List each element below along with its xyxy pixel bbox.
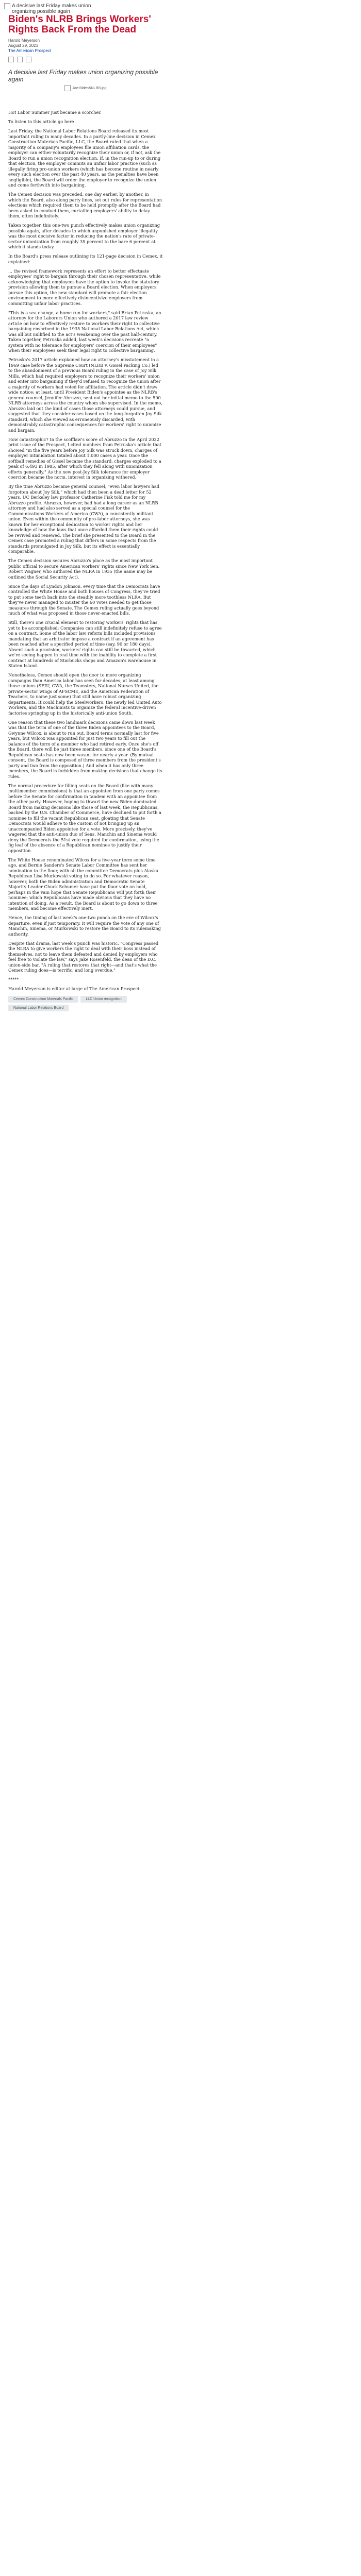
paragraph: Since the days of Lyndon Johnson, every time that the Democrats have controlled the White House and both houses of Congress, they've tried to put some teeth back into the steadily more toothless NLRA. But they've never managed to muster the 60 votes needed to get those measures through the Senate. The Cemex ruling actually goes beyond much of what was proposed in those never-enacted bills. xyxy=(8,583,160,616)
share-icon-3[interactable] xyxy=(26,57,31,62)
tag-chip[interactable]: National Labor Relations Board xyxy=(8,1005,69,1011)
paragraph: One reason that these two landmark decisions came down last week was that the term of one of the three Biden appointees to the Board, Gwynne Wilcox, is about to run out. Board terms normally last for five years, but Wilcox was appointed for just two years to fill out the balance of the term of a member who had retired early. Once she's off the Board, there will be just three members, since one of the Board's Republican seats has now been vacant for nearly a year. (By mutual consent, the Board is composed of three members from the president's party and two from the opposition.) And when it has only three members, the Board is forbidden from making decisions that change its rules. xyxy=(8,719,162,779)
byline xyxy=(8,38,163,54)
paragraph: Petruska's 2017 article explained how an attorney's misstatement in a 1969 case before the Supreme Court (NLRB v. Gissel Packing Co.) led to the abandonment of a previous Board ruling in the case of Joy Silk Mills, which had required employers to recognize their workers' union and enter into bargaining if they'd refused to recognize the union after a majority of workers had voted for affiliation. The article didn't draw wide notice; at least, until President Biden's appointee as the NLRB's general counsel, Jennifer Abruzzo, sent out her initial memo to the 500 NLRB attorneys across the country whom she supervised. In the memo, Abruzzo laid out the kind of cases those attorneys could pursue, and suggested that they consider cases based on the long-forgotten Joy Silk standard, which she viewed as erroneously discarded, with demonstrably catastrophic consequences for workers' right to unionize and bargain. xyxy=(8,357,162,433)
tag-chip[interactable]: Cemex Construction Materials Pacific xyxy=(8,996,78,1003)
share-icon-2[interactable] xyxy=(17,57,23,62)
paragraph: The Cemex decision was preceded, one day earlier, by another, in which the Board, also along party lines, set out rules for representation elections which required them to be held promptly after the Board had been asked to conduct them, curtailing employers' ability to delay them, often indefinitely. xyxy=(8,192,162,218)
paragraph: By the time Abruzzo became general counsel, "even labor lawyers had forgotten about Joy Silk," which had then been a dead letter for 52 years, UC Berkeley law professor Catherine Fisk told me for my Abruzzo profile. Abruzzo, however, had had a long career as an NLRB attorney and had also served as a special counsel for the Communications Workers of America (CWA), a consistently militant union. Even within the community of pro-labor attorneys, she was known for her exceptional dedication to worker rights and her knowledge of how the laws that once afforded them their rights could be revived and renewed. The brief she presented to the Board in the Cemex case promoted a ruling that differs in some respects from the standards promulgated in Joy Silk, but its effect is essentially comparable. xyxy=(8,484,160,554)
paragraph: Despite that drama, last week's punch was historic. "Congress passed the NLRA to give workers the right to deal with their boss instead of themselves, not to leave them defeated and denied by employers who feel free to violate the law," says Jake Rosenfeld, the dean of the D.C. union-side bar. "A ruling that restores that right—and that's what the Cemex ruling does—is terrific, and long overdue." xyxy=(8,940,159,973)
hero-image xyxy=(8,85,163,110)
date: August 29, 2023 xyxy=(8,43,39,48)
paragraph: In the Board's press release outlining its 121-page decision in Cemex, it explained: xyxy=(8,253,163,264)
article-deck: A decisive last Friday makes union organizing possible again xyxy=(8,69,158,83)
share-bar xyxy=(8,57,163,62)
tag-list xyxy=(8,996,163,1011)
paragraph: The Cemex decision secures Abruzzo's place as the most important public official to secure American workers' rights since New York Sen. Robert Wagner, who authored the NLRA in 1935 (the name may be outlined the Social Security Act). xyxy=(8,558,160,580)
broken-image-icon xyxy=(64,85,71,91)
paragraph: Nonetheless, Cemex should open the door to more organizing campaigns than America labor has seen for decades; at least among those unions (SEIU, CWA, the Teamsters, National Nurses United, the private-sector wings of AFSCME, and the American Federation of Teachers, to name just some) that still have robust organizing departments. It could help the Steelworkers, the newly led United Auto Workers, and the Machinists to organize the federal incentive-driven factories springing up in the historically anti-union South. xyxy=(8,672,162,716)
article-title: Biden's NLRB Brings Workers' Rights Back From the Dead xyxy=(8,14,151,35)
paragraph: To listen to this article go here xyxy=(8,119,74,124)
share-icon-1[interactable] xyxy=(8,57,14,62)
top-broken-image xyxy=(4,3,97,14)
paragraph: Still, there's one crucial element to restoring workers' rights that has yet to be accomplished: Companies can still indefinitely refuse to agree on a contract. Some of the labor law reform bills included provisions mandating that an arbitrator impose a contract if an agreement has been reached after a specified period of time (say, 90 or 180 days). Absent such a provision, workers' rights can still be thwarted, which we're seeing happen in real time with the inability to complete a first contract at hundreds of Starbucks shops and Amazon's warehouse in Staten Island. xyxy=(8,620,162,668)
paragraph: Hot Labor Summer just became a scorcher. xyxy=(8,110,102,115)
paragraph: How catastrophic? In the scofflaw's score of Abruzzo in the April 2022 print issue of the Prospect, I cited numbers from Petruska's article that showed "in the five years before Joy Silk was struck down, charges of employer intimidation totaled about 1,000 cases a year. Once the softball remedies of Gissel became the standard, charges exploded to a peak of 6,493 in 1985, after which they fell along with unionization efforts generally." As the new post-Joy Silk tolerance for employer coercion became the norm, interest in organizing withered. xyxy=(8,436,162,480)
top-image-alt: A decisive last Friday makes union organizing possible again xyxy=(12,3,91,14)
article-body xyxy=(8,110,163,992)
author: Harold Meyerson xyxy=(8,38,40,43)
broken-image-icon xyxy=(4,3,10,9)
paragraph: ***** xyxy=(8,977,19,982)
paragraph: The White House renominated Wilcox for a five-year term some time ago, and Bernie Sanders's Senate Labor Committee has sent her nomination to the floor, with all the committee Democrats plus Alaska Republican Lisa Murkowski voting to do so. For whatever reason, however, both the Biden administration and Democratic Senate Majority Leader Chuck Schumer have put the floor vote on hold, perhaps in the vain hope that Senate Republicans will put forth their nominee; which Republicans have made obvious that they have no intention of doing. As a result, the Board is about to go down to three members, and become effectively inert. xyxy=(8,857,158,911)
hero-image-alt: Joe-Biden&NLRB.jpg xyxy=(72,86,107,90)
paragraph: Harold Meyerson is editor at large of The American Prospect. xyxy=(8,986,141,991)
paragraph: Last Friday, the National Labor Relations Board released its most important ruling in many decades. In a partly-line decision in Cemex Construction Materials Pacific, LLC, the Board ruled that when a majority of a company's employees file union affiliation cards, the employer can either voluntarily recognize their union or, if not, ask the Board to run a union recognition election. If, in the run-up to or during that election, the employer commits an unfair labor practice (such as illegally firing pro-union workers (which has become routine in nearly every such election over the past 40 years, as the penalties have been negligible), the Board will order the employer to recognize the union and come forthwith into bargaining. xyxy=(8,128,161,188)
paragraph: Taken together, this one-two punch effectively makes union organizing possible again, after decades in which unpunished employer illegality was the most decisive factor in reducing the nation's rate of private-sector unionization from roughly 35 percent to the bare 6 percent at which it stands today. xyxy=(8,223,160,249)
paragraph: The normal procedure for filling seats on the Board (like with many multimember commissions) is that an appointee from one party comes before the Senate for confirmation in tandem with an appointee from the other party. However, hoping to thwart the new Biden-dominated Board from making decisions like those of last week, the Republicans, backed by the U.S. Chamber of Commerce, have declined to put forth a nominee to fill the vacant Republican seat, gloating that Senate Democrats would adhere to the custom of not bringing up an unaccompanied Biden appointee for a vote. More precisely, they've wagered that the anti-union duo of Sens. Manchin and Sinema would deny the Democrats the 51st vote required for confirmation, using the fig leaf of the absence of a Republican nominee to justify their opposition. xyxy=(8,783,161,853)
paragraph: "This is a sea change, a home run for workers," said Brian Petruska, an attorney for the Laborers Union who authored a 2017 law review article on how to effectively restore to workers their right to collective bargaining enshrined in the 1935 National Labor Relations Act, which was all but nullified to the act's weakening over the past half-century. Taken together, Petruska added, last week's decisions recreate "a system with no tolerance for employers' coercion of their employees" when their employees seek their legal right to collective bargaining. xyxy=(8,310,161,353)
tag-chip[interactable]: LLC Union recognition xyxy=(80,996,126,1003)
paragraph: ... the revised framework represents an effort to better effectuate employees' right to bargain through their chosen representative, while acknowledging that employees have the option to invoke the statutory provision allowing them to pursue a Board election. When employers pursue this option, the new standard will promote a fair election environment to more effectively disincentivize employers from committing unfair labor practices. xyxy=(8,268,161,306)
publication-link[interactable]: The American Prospect xyxy=(8,48,52,53)
article xyxy=(8,14,163,1011)
paragraph: Hence, the timing of last week's one-two punch on the eve of Wilcox's departure, even if just temporary. It will require the vote of any one of Manchin, Sinema, or Murkowski to restore the Board to its rulemaking authority. xyxy=(8,915,161,937)
